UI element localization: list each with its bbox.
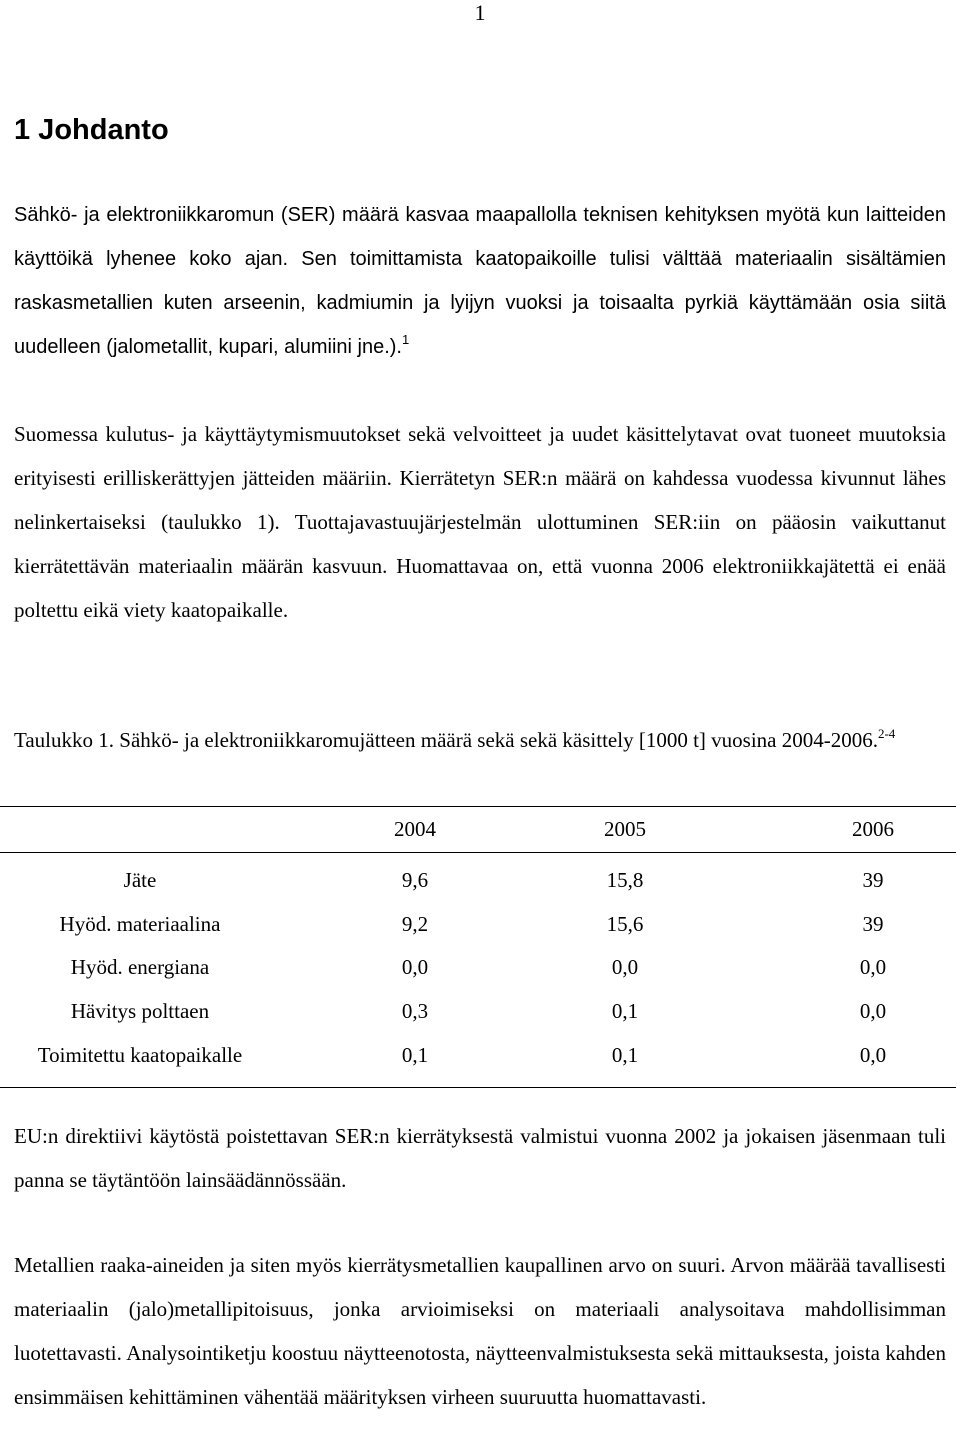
table-cell: 0,3: [401, 999, 429, 1024]
table-cell: 9,2: [401, 911, 429, 936]
table-cell: 39: [862, 868, 884, 893]
table-cell: 9,6: [401, 868, 429, 893]
data-table-wrapper: [0, 806, 956, 1088]
table-cell: 0,0: [611, 955, 639, 980]
table-row: [0, 1033, 956, 1087]
paragraph-eu-directive: EU:n direktiivi käytöstä poistettavan SER:n kierrätyksestä valmistui vuonna 2002 ja jokaisen jäsenmaan tuli panna se täytäntöön lainsäädännössään.: [14, 1124, 946, 1192]
table-cell: 0,1: [401, 1042, 429, 1067]
footnote-ref: 1: [401, 332, 410, 347]
table-row-label: Hävitys polttaen: [70, 999, 210, 1024]
table-header-cell: 2005: [604, 817, 646, 841]
caption-ref: 2-4: [877, 726, 896, 741]
table-cell: 0,0: [859, 1042, 887, 1067]
table-cell: 0,0: [859, 999, 887, 1024]
paragraph-intro-text: Sähkö- ja elektroniikkaromun (SER) määrä kasvaa maapallolla teknisen kehityksen myötä kun laitteiden käyttöikä lyhenee koko ajan. Sen toimittamista kaatopaikoille tulisi välttää materiaalin sisältämien raskasmetallien kuten arseenin, kadmiumin ja lyijyn vuoksi ja toisaalta pyrkiä käyttämään osia siitä uudelleen (jalometallit, kupari, alumiini jne.).: [14, 204, 946, 358]
data-table: [0, 806, 956, 1088]
table-cell: 0,0: [859, 955, 887, 980]
table-caption-text: Taulukko 1. Sähkö- ja elektroniikkaromujätteen määrä sekä sekä käsittely [1000 t] vuosina 2004-2006.: [14, 728, 878, 752]
table-row: [0, 853, 956, 903]
table-header-cell: 2006: [852, 817, 894, 841]
table-caption: [14, 718, 946, 762]
table-cell: 15,6: [606, 911, 644, 936]
section-heading: 1 Johdanto: [14, 114, 169, 146]
table-row-label: Toimitettu kaatopaikalle: [37, 1042, 243, 1067]
table-header-cell: 2004: [394, 817, 436, 841]
paragraph-finland: Suomessa kulutus- ja käyttäytymismuutokset sekä velvoitteet ja uudet käsittelytavat ovat tuoneet muutoksia erityisesti erilliskerättyjen jätteiden määriin. Kierrätetyn SER:n määrä on kahdessa vuodessa kivunnut lähes nelinkertaiseksi (taulukko 1). Tuottajavastuujärjestelmän ulottuminen SER:iin on pääosin vaikuttanut kierrätettävän materiaalin määrän kasvuun. Huomattavaa on, että vuonna 2006 elektroniikkajätettä ei enää poltettu eikä viety kaatopaikalle.: [14, 422, 946, 622]
table-cell: 0,0: [401, 955, 429, 980]
table-row-label: Hyöd. materiaalina: [59, 911, 221, 936]
table-header-cell: [0, 807, 290, 853]
table-cell: 0,1: [611, 999, 639, 1024]
paragraph-metals: Metallien raaka-aineiden ja siten myös kierrätysmetallien kaupallinen arvo on suuri. Arvon määrää tavallisesti materiaalin (jalo)metallipitoisuus, jonka arvioimiseksi on materiaali analysoitava mahdollisimman luotettavasti. Analysointiketju koostuu näytteenotosta, näytteenvalmistuksesta sekä mittauksesta, joista kahden ensimmäisen kehittäminen vähentää määrityksen virheen suuruutta huomattavasti.: [14, 1253, 946, 1409]
paragraph-intro: [14, 193, 946, 369]
table-cell: 39: [862, 911, 884, 936]
table-row-label: Hyöd. energiana: [70, 955, 210, 980]
table-cell: 15,8: [606, 868, 644, 893]
table-row: [0, 990, 956, 1034]
table-row: [0, 903, 956, 947]
table-cell: 0,1: [611, 1042, 639, 1067]
table-row-label: Jäte: [123, 868, 157, 893]
page-number: 1: [474, 0, 486, 25]
table-row: [0, 946, 956, 990]
table-header-row: [0, 807, 956, 853]
